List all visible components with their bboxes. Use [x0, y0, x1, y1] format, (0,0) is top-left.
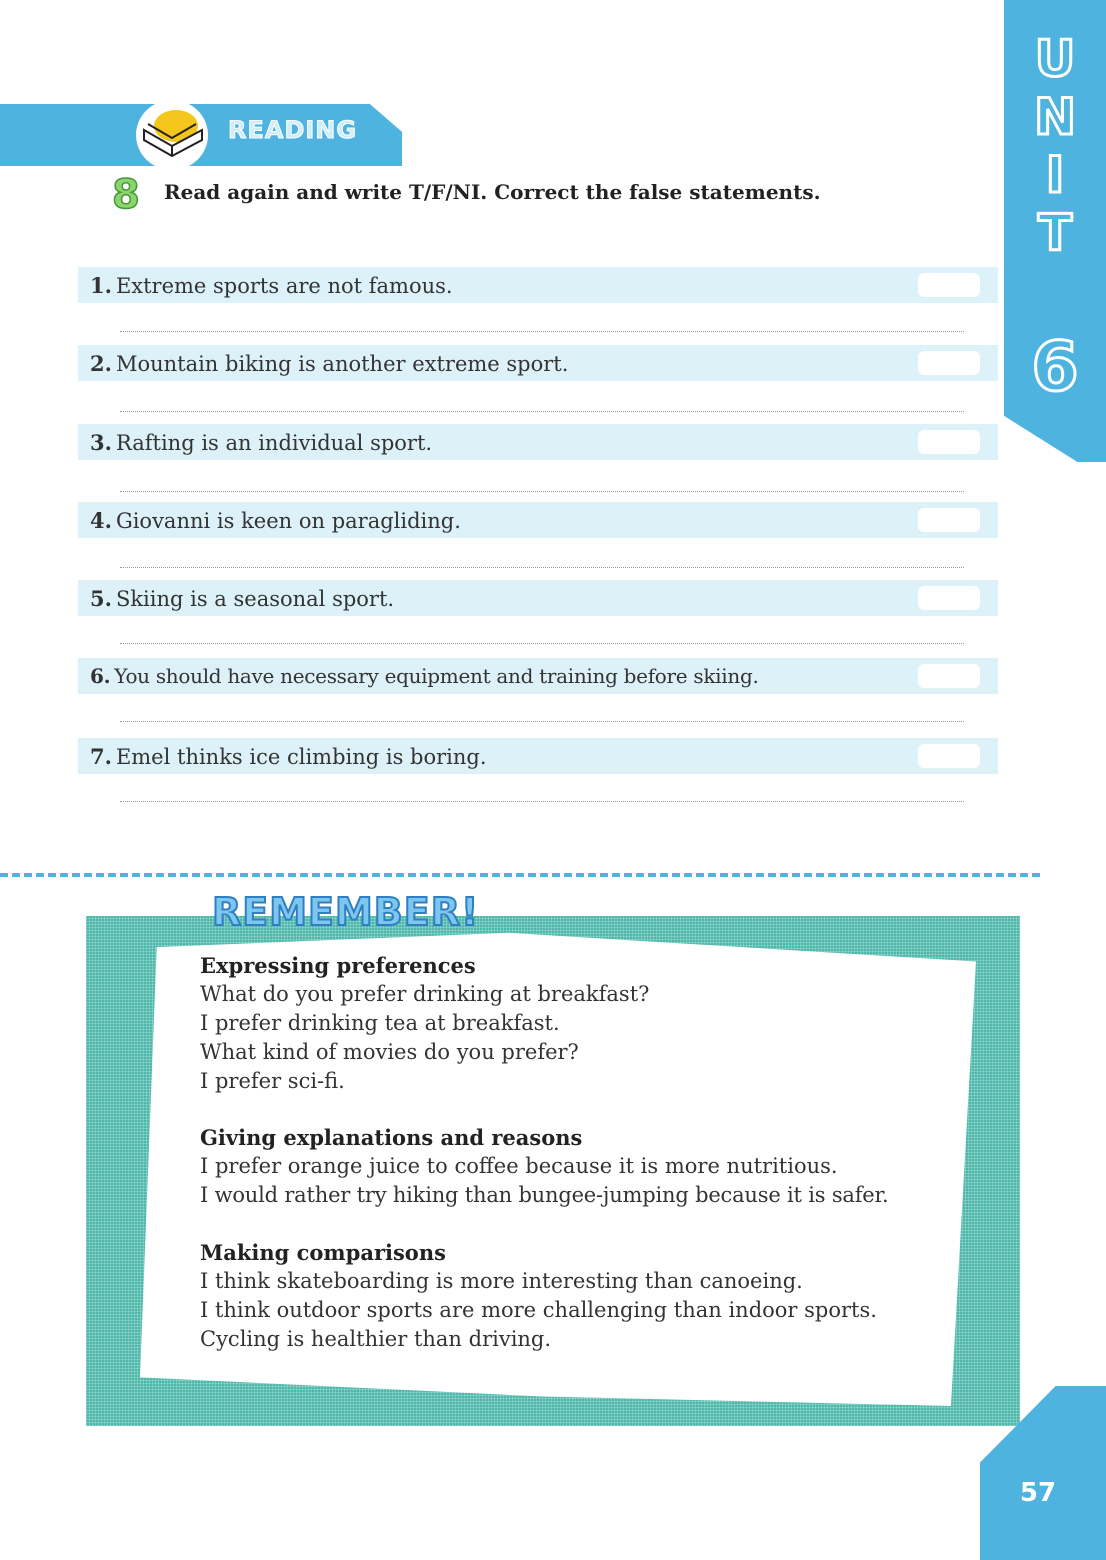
example-line: I think skateboarding is more interesting than canoeing.: [200, 1269, 803, 1293]
statement-row: [78, 580, 998, 616]
statement-row: [78, 424, 998, 460]
statement-text: [90, 508, 461, 533]
section-heading: Making comparisons: [200, 1240, 446, 1265]
remember-section: [200, 951, 960, 1096]
task-number: 8: [112, 172, 140, 218]
statement-row: [78, 345, 998, 381]
statement-number: 1.: [90, 273, 112, 298]
unit-label: [1004, 30, 1106, 262]
answer-box[interactable]: [918, 273, 980, 297]
remember-section: [200, 1123, 960, 1210]
example-line: I prefer sci-fi.: [200, 1069, 345, 1093]
correction-line[interactable]: [120, 643, 964, 644]
remember-title: REMEMBER!: [212, 890, 480, 934]
example-line: What kind of movies do you prefer?: [200, 1040, 579, 1064]
statement-row: [78, 738, 998, 774]
remember-section: [200, 1238, 960, 1354]
statement-label: Giovanni is keen on paragliding.: [115, 509, 461, 533]
statement-number: 3.: [90, 430, 112, 455]
example-line: Cycling is healthier than driving.: [200, 1327, 552, 1351]
unit-letter: U: [1034, 30, 1076, 88]
statement-label: Rafting is an individual sport.: [115, 431, 433, 455]
statement-label: Mountain biking is another extreme sport.: [115, 352, 569, 376]
answer-box[interactable]: [918, 430, 980, 454]
statement-text: [90, 351, 568, 376]
statement-label: Skiing is a seasonal sport.: [115, 587, 395, 611]
unit-number: 6: [1031, 328, 1079, 407]
answer-box[interactable]: [918, 508, 980, 532]
statement-number: 7.: [90, 744, 112, 769]
example-line: I would rather try hiking than bungee-jumping because it is safer.: [200, 1183, 889, 1207]
statement-text: [90, 664, 759, 688]
correction-line[interactable]: [120, 567, 964, 568]
section-heading: Expressing preferences: [200, 953, 476, 978]
statement-row: [78, 267, 998, 303]
example-line: I prefer orange juice to coffee because it is more nutritious.: [200, 1154, 838, 1178]
statement-text: [90, 744, 487, 769]
page-number: 57: [1019, 1478, 1057, 1508]
statement-label: Extreme sports are not famous.: [115, 274, 453, 298]
answer-box[interactable]: [918, 664, 980, 688]
answer-box[interactable]: [918, 744, 980, 768]
statement-number: 4.: [90, 508, 112, 533]
section-title: READING: [228, 116, 358, 144]
correction-line[interactable]: [120, 491, 964, 492]
statement-number: 5.: [90, 586, 112, 611]
example-line: I think outdoor sports are more challenging than indoor sports.: [200, 1298, 877, 1322]
correction-line[interactable]: [120, 411, 964, 412]
statement-number: 6.: [90, 664, 111, 688]
example-line: What do you prefer drinking at breakfast?: [200, 982, 650, 1006]
read-book-icon: [136, 100, 208, 170]
unit-letter: N: [1034, 88, 1076, 146]
statement-row: [78, 658, 998, 694]
statement-number: 2.: [90, 351, 112, 376]
statement-text: [90, 273, 453, 298]
unit-letter: T: [1037, 204, 1073, 262]
correction-line[interactable]: [120, 331, 964, 332]
correction-line[interactable]: [120, 721, 964, 722]
statement-label: Emel thinks ice climbing is boring.: [115, 745, 487, 769]
section-heading: Giving explanations and reasons: [200, 1125, 583, 1150]
correction-line[interactable]: [120, 801, 964, 802]
section-divider: [0, 873, 1040, 877]
statement-text: [90, 430, 432, 455]
unit-letter: I: [1045, 146, 1065, 204]
task-instruction: Read again and write T/F/NI. Correct the false statements.: [164, 180, 821, 204]
statement-label: You should have necessary equipment and training before skiing.: [114, 664, 759, 688]
answer-box[interactable]: [918, 586, 980, 610]
example-line: I prefer drinking tea at breakfast.: [200, 1011, 560, 1035]
statement-text: [90, 586, 394, 611]
statement-row: [78, 502, 998, 538]
answer-box[interactable]: [918, 351, 980, 375]
